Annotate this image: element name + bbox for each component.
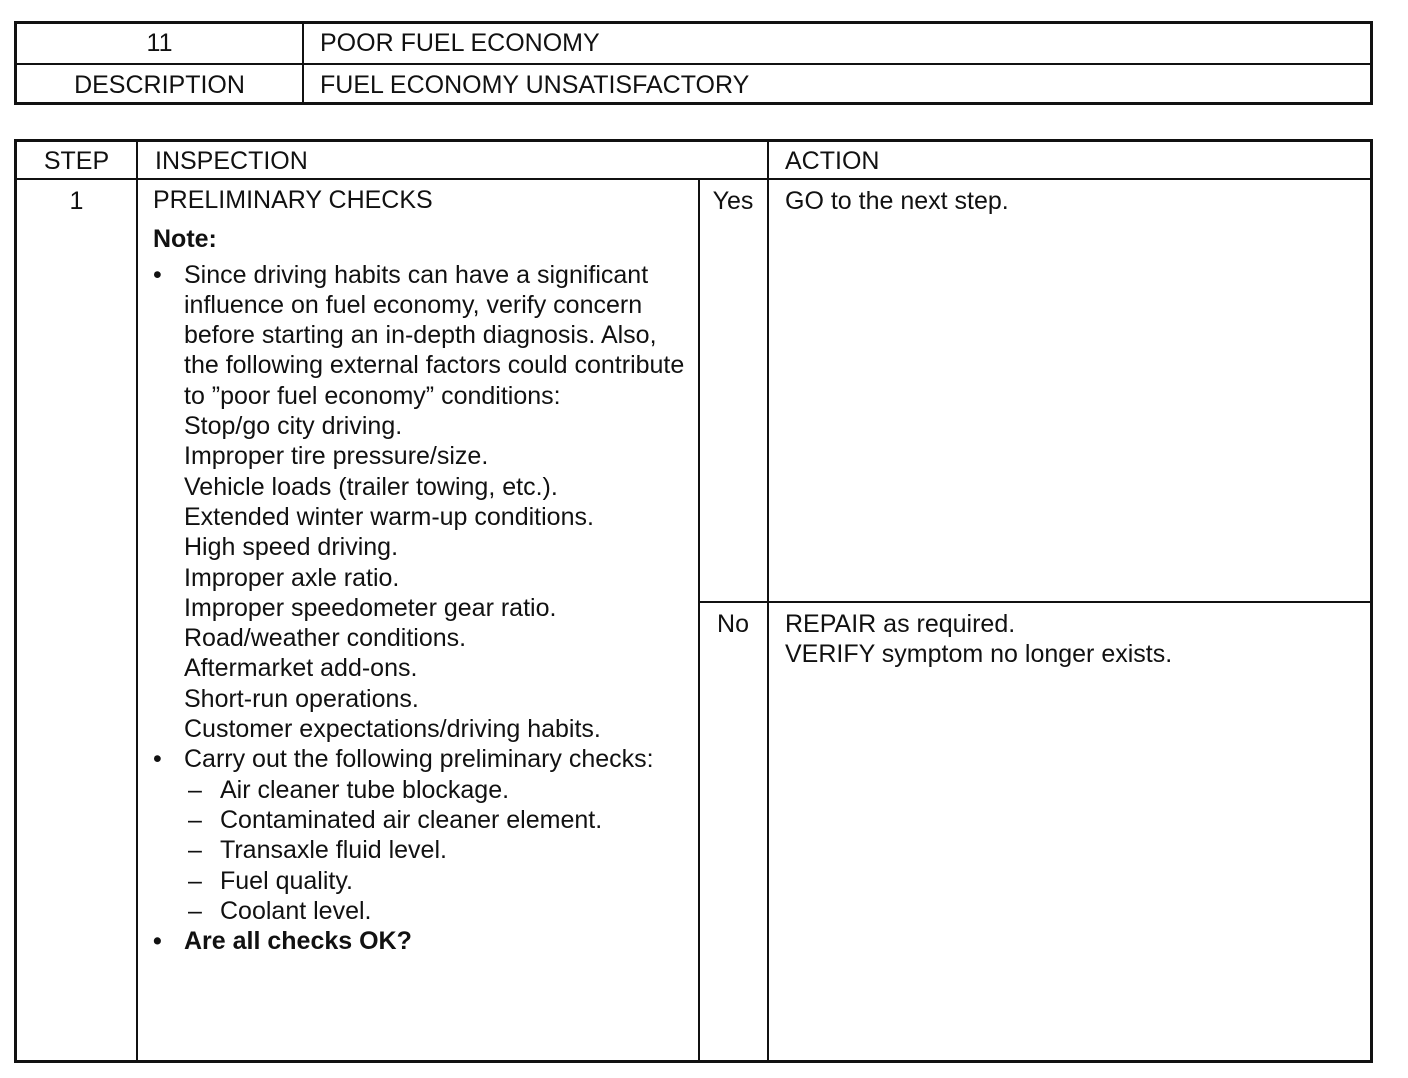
factor-item: Improper axle ratio. <box>184 563 400 592</box>
factor-item: Improper tire pressure/size. <box>184 442 489 471</box>
yes-no-row-divider <box>699 601 1370 603</box>
column-header-action: ACTION <box>785 147 880 175</box>
check-item: – Coolant level. <box>184 896 693 926</box>
bullet-driving-habits-text: • Since driving habits can have a significant influence on fuel economy, verify concern before starting an in-depth diagnosis. Also, the following external factors could contribute to ”poor fuel economy” conditions: <box>184 260 685 410</box>
header-table <box>14 21 1373 105</box>
factor-item: Road/weather conditions. <box>184 624 467 653</box>
inspection-content <box>153 185 693 956</box>
factor-item: Short-run operations. <box>184 684 419 713</box>
header-row-description <box>17 63 1370 102</box>
step-number: 1 <box>69 187 84 215</box>
note-label: Note: <box>153 225 217 254</box>
question-text: Are all checks OK? <box>184 927 412 956</box>
no-action <box>785 609 1365 670</box>
symptom-code: 11 <box>17 24 304 63</box>
factor-item: Stop/go city driving. <box>184 412 403 441</box>
description-label: DESCRIPTION <box>17 65 304 102</box>
check-item: – Air cleaner tube blockage. <box>184 775 693 805</box>
header-divider <box>17 178 1370 180</box>
column-header-step: STEP <box>43 147 110 175</box>
bullet-driving-habits <box>153 260 693 745</box>
step-title: PRELIMINARY CHECKS <box>153 186 433 214</box>
factor-item: Improper speedometer gear ratio. <box>184 593 557 622</box>
check-item: – Fuel quality. <box>184 866 693 896</box>
check-item: – Transaxle fluid level. <box>184 835 693 865</box>
yes-action: GO to the next step. <box>785 187 1009 215</box>
checks-list <box>184 775 693 926</box>
description-text: FUEL ECONOMY UNSATISFACTORY <box>320 71 750 99</box>
factor-item: Customer expectations/driving habits. <box>184 715 601 744</box>
header-row-title <box>17 24 1370 63</box>
note-bullet-list <box>153 260 693 957</box>
factor-item: Aftermarket add-ons. <box>184 654 418 683</box>
symptom-title: POOR FUEL ECONOMY <box>320 29 600 57</box>
bullet-preliminary-checks-text: • Carry out the following preliminary checks: <box>184 745 654 774</box>
factor-item: Extended winter warm-up conditions. <box>184 502 594 531</box>
no-action-line-1: REPAIR as required. <box>785 610 1016 638</box>
factor-item: Vehicle loads (trailer towing, etc.). <box>184 472 558 501</box>
check-item: – Contaminated air cleaner element. <box>184 805 693 835</box>
bullet-preliminary-checks <box>153 744 693 926</box>
factor-item: High speed driving. <box>184 533 399 562</box>
bullet-question <box>153 926 693 956</box>
yes-label: Yes <box>712 187 754 215</box>
no-action-line-2: VERIFY symptom no longer exists. <box>785 640 1173 669</box>
column-header-inspection: INSPECTION <box>155 147 308 175</box>
no-label: No <box>717 610 749 638</box>
step-column-divider <box>136 142 138 1060</box>
